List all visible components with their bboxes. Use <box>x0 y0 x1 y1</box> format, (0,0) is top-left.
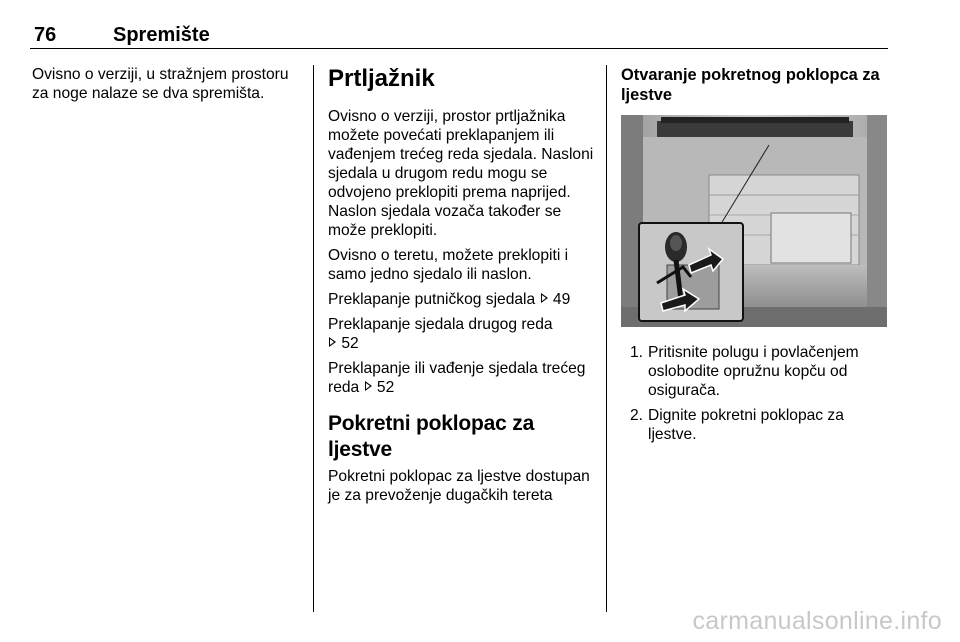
list-item <box>621 406 887 444</box>
column-divider-2 <box>606 65 607 612</box>
cross-reference-1-page: 49 <box>552 291 571 308</box>
procedure-steps <box>621 343 887 444</box>
cross-reference-3-text: Preklapanje ili vađenje sjedala trećeg reda <box>328 360 586 396</box>
paragraph-3: Pokretni poklopac za ljestve dostupan je za prevoženje dugačkih tereta <box>328 468 590 504</box>
page-header <box>30 22 888 49</box>
subsection-heading: Pokretni poklopac za ljestve <box>328 412 535 461</box>
page-number: 76 <box>34 24 57 46</box>
page-ref-arrow-icon <box>541 293 548 303</box>
cross-reference-2-page: 52 <box>341 335 359 352</box>
page-ref-arrow-icon <box>329 337 336 347</box>
cross-reference-1[interactable] <box>328 290 596 309</box>
column-left <box>32 65 304 109</box>
paragraph-1: Ovisno o verziji, prostor prtljažnika možete povećati preklapanjem ili vađenjem trećeg reda sjedala. Nasloni sjedala u drugom redu mogu se odvojeno preklopiti prema naprijed. Naslon sjedala vozača također se može preklopiti. <box>328 108 594 239</box>
procedure-heading: Otvaranje pokretnog poklopca za ljestve <box>621 66 880 104</box>
cross-reference-2[interactable] <box>328 315 596 353</box>
page-ref-arrow-icon <box>365 381 372 391</box>
step-text: Pritisnite polugu i povlačenjem oslobodite opružnu kopču od osigurača. <box>648 344 859 399</box>
column-divider-1 <box>313 65 314 612</box>
watermark: carmanualsonline.info <box>692 607 942 635</box>
cross-reference-3[interactable] <box>328 359 596 397</box>
column-right <box>621 65 887 450</box>
cross-reference-1-text: Preklapanje putničkog sjedala <box>328 291 536 308</box>
cross-reference-3-page: 52 <box>376 379 395 396</box>
cross-reference-2-text: Preklapanje sjedala drugog reda <box>328 316 553 333</box>
paragraph-2: Ovisno o teretu, možete preklopiti i samo jedno sjedalo ili naslon. <box>328 247 569 283</box>
page-title: Spremište <box>113 24 210 46</box>
intro-paragraph: Ovisno o verziji, u stražnjem prostoru za noge nalaze se dva spremišta. <box>32 66 289 102</box>
step-text: Dignite pokretni poklopac za ljestve. <box>648 407 844 443</box>
section-heading: Prtljažnik <box>328 65 435 92</box>
step-number: 1. <box>630 344 644 361</box>
ladder-hatch-photo <box>621 115 887 327</box>
list-item <box>621 343 887 400</box>
column-middle <box>328 65 596 511</box>
step-number: 2. <box>630 407 644 424</box>
